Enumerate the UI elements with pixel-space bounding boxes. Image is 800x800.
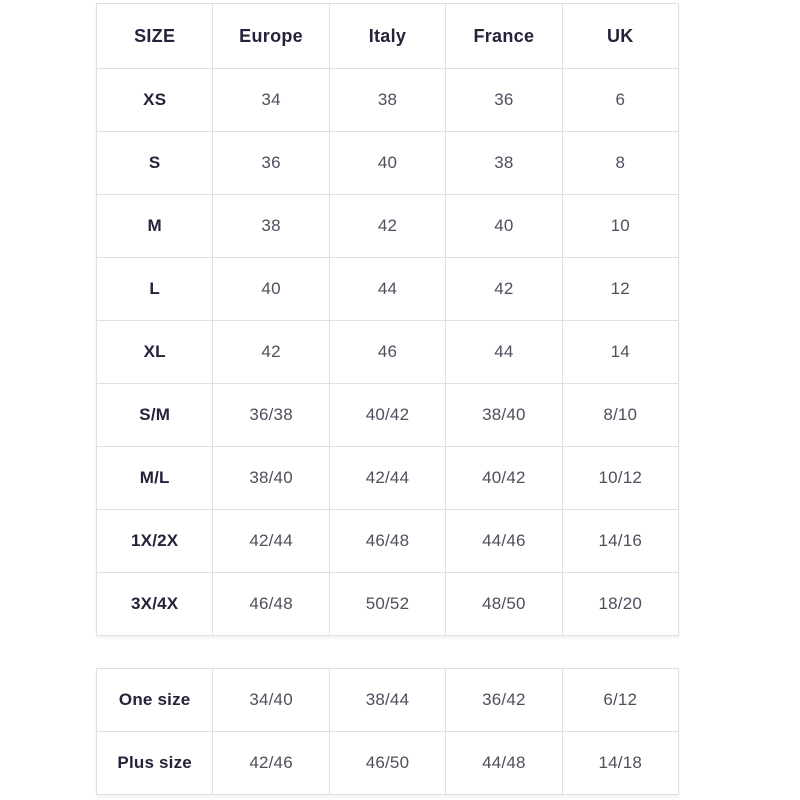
size-value-cell: 36/42 <box>446 669 562 732</box>
size-value-cell: 36 <box>446 69 562 132</box>
size-value-cell: 42/44 <box>329 447 445 510</box>
size-value-cell: 46/50 <box>329 732 445 795</box>
extra-table-body <box>97 669 679 795</box>
table-row <box>97 669 679 732</box>
size-value-cell: 6 <box>562 69 678 132</box>
size-value-cell: 42 <box>446 258 562 321</box>
table-row <box>97 69 679 132</box>
row-label: 3X/4X <box>97 573 213 636</box>
size-value-cell: 8 <box>562 132 678 195</box>
size-column-header: SIZE <box>97 4 213 69</box>
size-value-cell: 44/46 <box>446 510 562 573</box>
size-value-cell: 6/12 <box>562 669 678 732</box>
size-value-cell: 10/12 <box>562 447 678 510</box>
size-value-cell: 8/10 <box>562 384 678 447</box>
size-value-cell: 10 <box>562 195 678 258</box>
size-value-cell: 46 <box>329 321 445 384</box>
size-value-cell: 50/52 <box>329 573 445 636</box>
table-row <box>97 321 679 384</box>
row-label: M/L <box>97 447 213 510</box>
size-table-header <box>97 4 679 69</box>
row-label: S/M <box>97 384 213 447</box>
table-row <box>97 510 679 573</box>
size-value-cell: 46/48 <box>329 510 445 573</box>
size-value-cell: 38 <box>213 195 329 258</box>
size-value-cell: 48/50 <box>446 573 562 636</box>
row-label: M <box>97 195 213 258</box>
size-conversion-table <box>96 3 679 636</box>
size-value-cell: 40 <box>329 132 445 195</box>
table-row <box>97 132 679 195</box>
size-value-cell: 42 <box>329 195 445 258</box>
size-value-cell: 44 <box>329 258 445 321</box>
table-row <box>97 732 679 795</box>
header-row <box>97 4 679 69</box>
row-label: L <box>97 258 213 321</box>
size-value-cell: 42 <box>213 321 329 384</box>
size-value-cell: 14/16 <box>562 510 678 573</box>
row-label: One size <box>97 669 213 732</box>
table-row <box>97 195 679 258</box>
row-label: Plus size <box>97 732 213 795</box>
size-value-cell: 46/48 <box>213 573 329 636</box>
size-value-cell: 42/44 <box>213 510 329 573</box>
size-value-cell: 42/46 <box>213 732 329 795</box>
size-value-cell: 38 <box>446 132 562 195</box>
row-label: XS <box>97 69 213 132</box>
size-value-cell: 38/40 <box>446 384 562 447</box>
size-value-cell: 34 <box>213 69 329 132</box>
size-value-cell: 12 <box>562 258 678 321</box>
size-value-cell: 38/44 <box>329 669 445 732</box>
size-value-cell: 40/42 <box>329 384 445 447</box>
one-size-plus-size-table <box>96 668 679 795</box>
size-value-cell: 40/42 <box>446 447 562 510</box>
size-value-cell: 38 <box>329 69 445 132</box>
row-label: S <box>97 132 213 195</box>
size-value-cell: 40 <box>446 195 562 258</box>
size-value-cell: 44/48 <box>446 732 562 795</box>
table-row <box>97 384 679 447</box>
size-value-cell: 14/18 <box>562 732 678 795</box>
size-value-cell: 36/38 <box>213 384 329 447</box>
row-label: XL <box>97 321 213 384</box>
size-value-cell: 34/40 <box>213 669 329 732</box>
table-row <box>97 447 679 510</box>
region-column-header: Italy <box>329 4 445 69</box>
table-row <box>97 573 679 636</box>
size-table-body <box>97 69 679 636</box>
table-row <box>97 258 679 321</box>
size-value-cell: 44 <box>446 321 562 384</box>
size-value-cell: 40 <box>213 258 329 321</box>
region-column-header: France <box>446 4 562 69</box>
size-value-cell: 18/20 <box>562 573 678 636</box>
size-value-cell: 36 <box>213 132 329 195</box>
region-column-header: Europe <box>213 4 329 69</box>
size-value-cell: 38/40 <box>213 447 329 510</box>
size-value-cell: 14 <box>562 321 678 384</box>
row-label: 1X/2X <box>97 510 213 573</box>
region-column-header: UK <box>562 4 678 69</box>
